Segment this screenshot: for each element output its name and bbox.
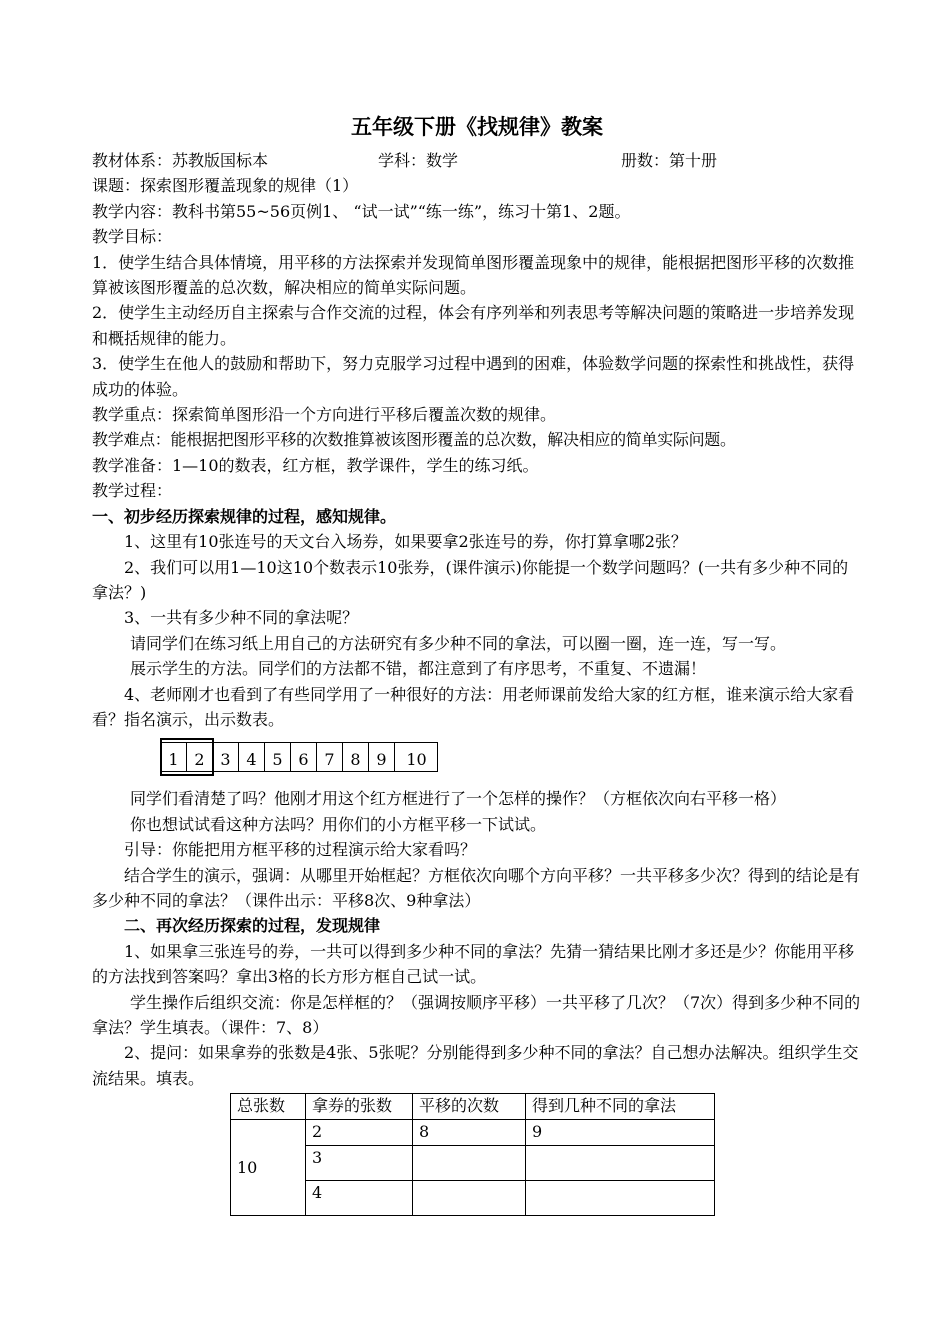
table-cell: 4	[306, 1181, 413, 1216]
sliding-frame	[160, 738, 214, 776]
difficulty: 教学难点：能根据把图形平移的次数推算被该图形覆盖的总次数，解决相应的简单实际问题。	[92, 430, 736, 450]
process-heading: 教学过程：	[92, 481, 173, 501]
s2-item-3: 2、提问：如果拿券的张数是4张、5张呢？分别能得到多少种不同的拿法？自己想办法解决。组织学生交流结果。填表。	[92, 1043, 859, 1088]
table-cell: 2	[306, 1120, 413, 1146]
number-cell: 1	[160, 742, 186, 772]
s1-item-5: 展示学生的方法。同学们的方法都不错，都注意到了有序思考，不重复、不遗漏！	[130, 659, 707, 679]
table-cell: 3	[306, 1146, 413, 1181]
number-cell: 10	[394, 742, 438, 772]
teaching-content: 教学内容：教科书第55~56页例1、 “试一试”“练一练”，练习十第1、2题。	[92, 201, 631, 221]
number-cell: 7	[316, 742, 342, 772]
number-cell: 6	[290, 742, 316, 772]
s2-item-2: 学生操作后组织交流：你是怎样框的？（强调按顺序平移）一共平移了几次？（7次）得到多少种不同的拿法？学生填表。（课件：7、8）	[92, 992, 861, 1037]
s1b-item-3: 引导：你能把用方框平移的过程演示给大家看吗？	[124, 840, 477, 860]
number-cell: 5	[264, 742, 290, 772]
s1b-item-1: 同学们看清楚了吗？他刚才用这个红方框进行了一个怎样的操作？（方框依次向右平移一格）	[130, 789, 787, 809]
goal-1: 1．使学生结合具体情境，用平移的方法探索并发现简单图形覆盖现象中的规律，能根据把图形平移的次数推算被该图形覆盖的总次数，解决相应的简单实际问题。	[92, 252, 855, 298]
subject: 学科：数学	[378, 151, 459, 170]
table-cell	[526, 1181, 715, 1216]
results-table	[230, 1093, 715, 1216]
number-cell: 8	[342, 742, 368, 772]
lesson-plan-page	[92, 112, 862, 1216]
key-point: 教学重点：探索简单图形沿一个方向进行平移后覆盖次数的规律。	[92, 405, 557, 425]
s1-item-1: 1、这里有10张连号的天文台入场券，如果要拿2张连号的券，你打算拿哪2张？	[124, 532, 687, 552]
meta-row	[92, 148, 862, 173]
number-cell: 2	[186, 742, 212, 772]
number-cell: 9	[368, 742, 394, 772]
textbook-system: 教材体系：苏教版国标本	[92, 151, 269, 170]
s1-item-3: 3、一共有多少种不同的拿法呢？	[124, 608, 359, 628]
table-cell: 9	[526, 1120, 715, 1146]
preparation: 教学准备：1—10的数表，红方框，教学课件，学生的练习纸。	[92, 455, 539, 475]
table-header: 得到几种不同的拿法	[526, 1094, 715, 1120]
s1-item-6: 4、老师刚才也看到了有些同学用了一种很好的方法：用老师课前发给大家的红方框，谁来演示给大家看看？指名演示，出示数表。	[92, 684, 855, 729]
table-cell: 8	[413, 1120, 526, 1146]
table-header: 总张数	[231, 1094, 306, 1120]
s1-item-4: 请同学们在练习纸上用自己的方法研究有多少种不同的拿法，可以圈一圈，连一连，写一写。	[130, 633, 787, 653]
volume: 册数：第十册	[621, 151, 718, 170]
number-strip	[160, 738, 862, 778]
number-cell: 3	[212, 742, 238, 772]
s2-item-1: 1、如果拿三张连号的券，一共可以得到多少种不同的拿法？先猜一猜结果比刚才多还是少？你能用平移的方法找到答案吗？拿出3格的长方形方框自己试一试。	[92, 941, 855, 987]
lesson-topic: 课题：探索图形覆盖现象的规律（1）	[92, 176, 359, 196]
table-cell	[526, 1146, 715, 1181]
section-1-heading: 一、初步经历探索规律的过程，感知规律。	[92, 506, 397, 526]
table-total-cell: 10	[231, 1120, 306, 1216]
goals-heading: 教学目标：	[92, 227, 173, 247]
table-header: 平移的次数	[413, 1094, 526, 1120]
goal-2: 2．使学生主动经历自主探索与合作交流的过程，体会有序列举和列表思考等解决问题的策略进一步培养发现和概括规律的能力。	[92, 303, 855, 348]
goal-3: 3．使学生在他人的鼓励和帮助下，努力克服学习过程中遇到的困难，体验数学问题的探索性和挑战性，获得成功的体验。	[92, 354, 855, 399]
number-cell: 4	[238, 742, 264, 772]
s1-item-2: 2、我们可以用1—10这10个数表示10张券，(课件演示)你能提一个数学问题吗？(一共有多少种不同的拿法？)	[92, 557, 849, 602]
table-cell	[413, 1146, 526, 1181]
table-header: 拿券的张数	[306, 1094, 413, 1120]
s1b-item-2: 你也想试试看这种方法吗？用你们的小方框平移一下试试。	[130, 814, 547, 834]
table-cell	[413, 1181, 526, 1216]
table-header-row	[231, 1094, 715, 1120]
table-row	[231, 1120, 715, 1146]
section-2-heading: 二、再次经历探索的过程，发现规律	[124, 916, 381, 936]
document-title: 五年级下册《找规律》教案	[351, 115, 603, 139]
s1b-item-4: 结合学生的演示，强调：从哪里开始框起？方框依次向哪个方向平移？一共平移多少次？得到的结论是有多少种不同的拿法？（课件出示：平移8次、9种拿法）	[92, 865, 861, 910]
